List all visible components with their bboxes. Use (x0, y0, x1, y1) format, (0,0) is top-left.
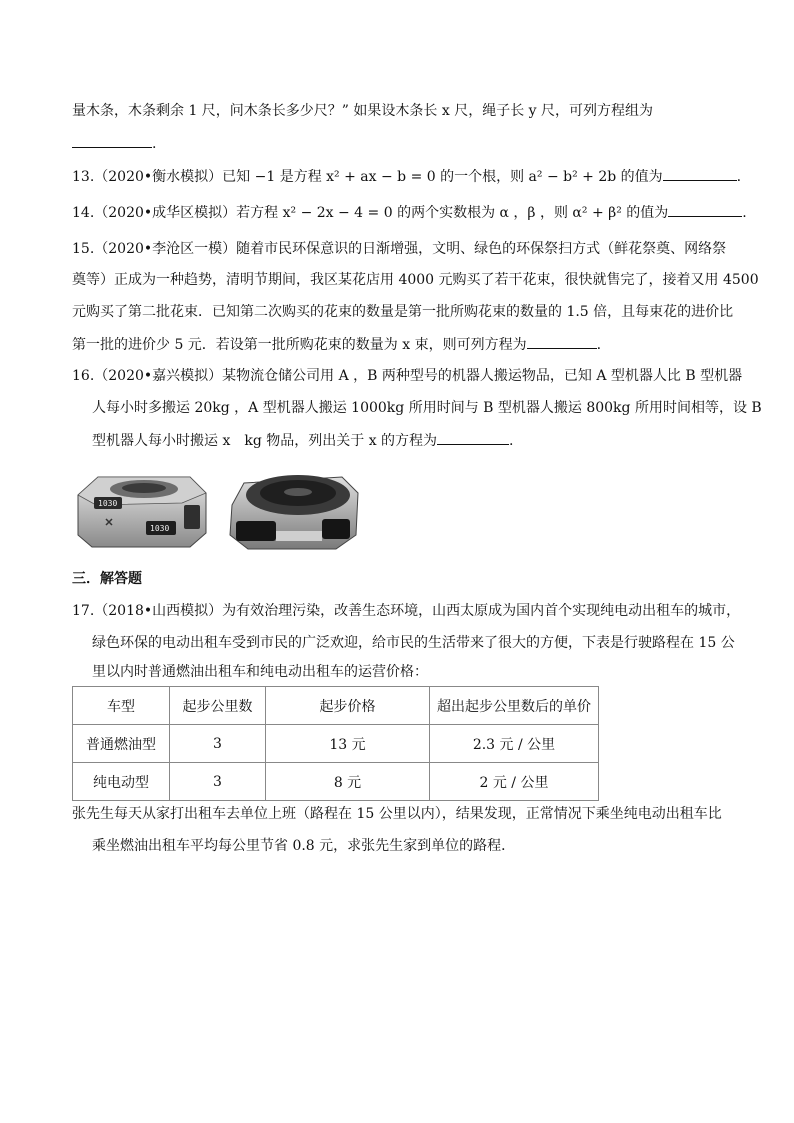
robot-label: 1030 (150, 524, 170, 533)
question-15-line4: 第一批的进价少 5 元．若设第一批所购花束的数量为 x 束，则可列方程为 . (72, 334, 601, 355)
table-cell: 8 元 (266, 763, 430, 801)
table-cell: 2.3 元 / 公里 (430, 725, 599, 763)
question-17-line4: 张先生每天从家打出租车去单位上班（路程在 15 公里以内），结果发现，正常情况下乘坐纯电动出租车比 (72, 806, 722, 822)
fare-table (72, 686, 599, 801)
table-row (73, 763, 599, 801)
question-17-line1: 17.（2018•山西模拟）为有效治理污染，改善生态环境，山西太原成为国内首个实现纯电动出租车的城市， (72, 603, 741, 619)
table-cell: 3 (170, 725, 266, 763)
robot-b-image (226, 465, 364, 553)
table-header-row (73, 687, 599, 725)
table-header: 超出起步公里数后的单价 (430, 687, 599, 725)
question-16-line2: 人每小时多搬运 20kg ，A 型机器人搬运 1000kg 所用时间与 B 型机器人搬运 800kg 所用时间相等，设 B (92, 400, 762, 416)
answer-blank[interactable] (437, 430, 509, 445)
q12-line: 量木条，木条剩余 1 尺，问木条长多少尺？” 如果设木条长 x 尺，绳子长 y 尺，可列方程组为 (72, 103, 654, 119)
question-17-line2: 绿色环保的电动出租车受到市民的广泛欢迎，给市民的生活带来了很大的方便，下表是行驶路程在 15 公 (92, 635, 735, 651)
table-cell: 纯电动型 (73, 763, 170, 801)
table-header: 起步公里数 (170, 687, 266, 725)
question-15-line3: 元购买了第二批花束．已知第二次购买的花束的数量是第一批所购花束的数量的 1.5 倍，且每束花的进价比 (72, 304, 734, 320)
robot-a-image (72, 467, 212, 551)
table-header: 起步价格 (266, 687, 430, 725)
question-15-line1: 15.（2020•李沧区一模）随着市民环保意识的日渐增强，文明、绿色的环保祭扫方式（鲜花祭奠、网络祭 (72, 241, 727, 257)
table-cell: 普通燃油型 (73, 725, 170, 763)
section-title: 三．解答题 (72, 571, 142, 587)
q12-answer-line: . (72, 133, 156, 154)
table-cell: 3 (170, 763, 266, 801)
question-16-line1: 16.（2020•嘉兴模拟）某物流仓储公司用 A ，B 两种型号的机器人搬运物品，已知 A 型机器人比 B 型机器 (72, 368, 743, 384)
table-row (73, 725, 599, 763)
question-17-line5: 乘坐燃油出租车平均每公里节省 0.8 元，求张先生家到单位的路程． (92, 838, 516, 854)
answer-blank[interactable] (72, 133, 152, 148)
table-cell: 13 元 (266, 725, 430, 763)
answer-blank[interactable] (663, 166, 737, 181)
table-header: 车型 (73, 687, 170, 725)
table-cell: 2 元 / 公里 (430, 763, 599, 801)
question-17-line3: 里以内时普通燃油出租车和纯电动出租车的运营价格： (92, 664, 428, 680)
question-14: 14.（2020•成华区模拟）若方程 x² − 2x − 4 = 0 的两个实数根为 α ，β ，则 α² + β² 的值为 . (72, 202, 747, 223)
question-13: 13.（2020•衡水模拟）已知 −1 是方程 x² + ax − b = 0 的一个根，则 a² − b² + 2b 的值为 . (72, 166, 741, 187)
question-15-line2: 奠等）正成为一种趋势，清明节期间，我区某花店用 4000 元购买了若干花束，很快就售完了，接着又用 4500 (72, 272, 759, 288)
answer-blank[interactable] (668, 202, 742, 217)
answer-blank[interactable] (527, 334, 597, 349)
question-16-line3: 型机器人每小时搬运 x kg 物品，列出关于 x 的方程为 . (92, 430, 514, 451)
robot-label: 1030 (98, 499, 118, 508)
